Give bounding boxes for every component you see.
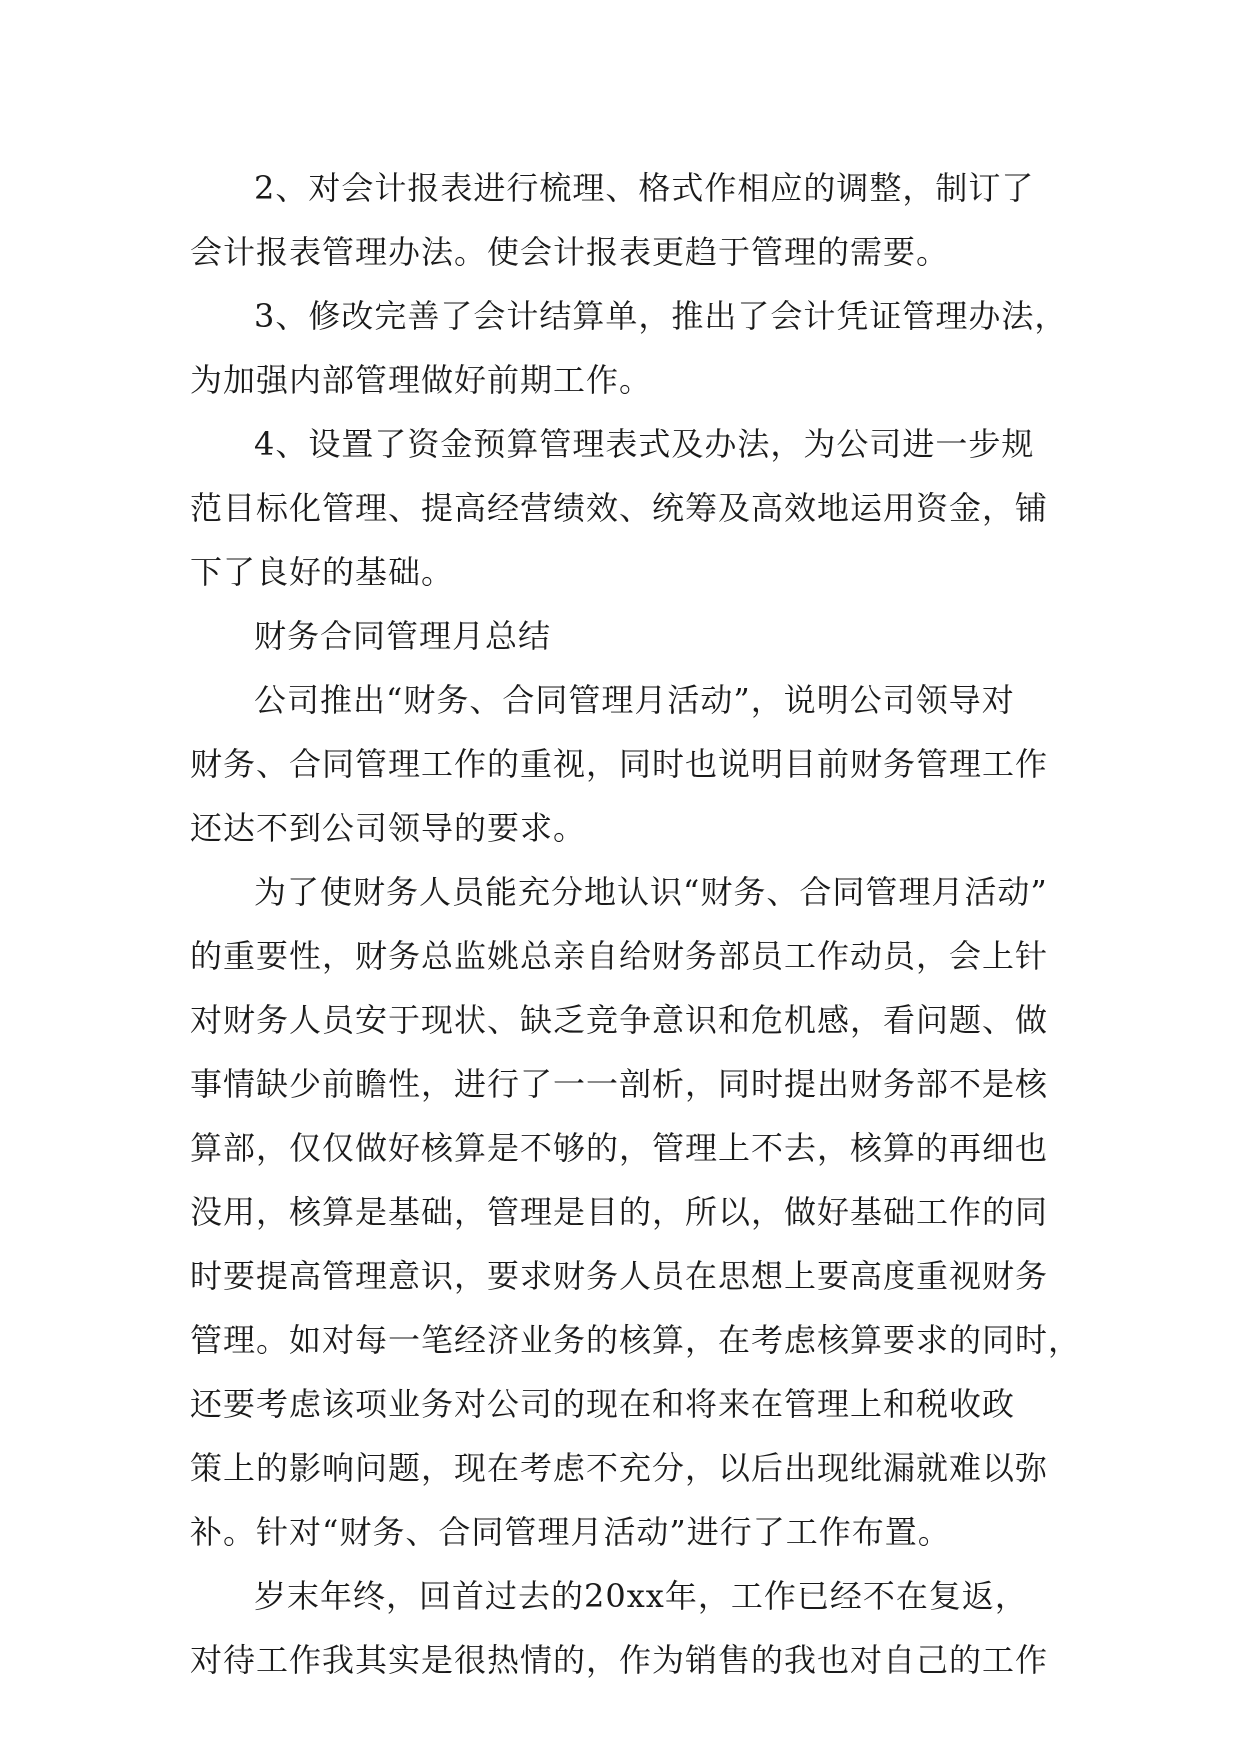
text-line: 岁末年终，回首过去的20xx年，工作已经不在复返， (254, 1577, 1028, 1615)
text-line: 财务、合同管理工作的重视，同时也说明目前财务管理工作 (190, 745, 1049, 783)
text-line: 为加强内部管理做好前期工作。 (190, 361, 653, 399)
text-line: 补。针对“财务、合同管理月活动”进行了工作布置。 (190, 1513, 951, 1551)
text-line: 时要提高管理意识，要求财务人员在思想上要高度重视财务 (190, 1257, 1049, 1295)
text-line: 3、修改完善了会计结算单，推出了会计凭证管理办法， (254, 297, 1068, 335)
text-line: 事情缺少前瞻性，进行了一一剖析，同时提出财务部不是核 (190, 1065, 1049, 1103)
text-line: 还达不到公司领导的要求。 (190, 809, 587, 847)
text-line: 范目标化管理、提高经营绩效、统筹及高效地运用资金，铺 (190, 489, 1049, 527)
document-body (190, 156, 1082, 1692)
text-line: 为了使财务人员能充分地认识“财务、合同管理月活动” (254, 873, 1048, 911)
text-line: 2、对会计报表进行梳理、格式作相应的调整，制订了 (254, 169, 1035, 207)
text-line: 对财务人员安于现状、缺乏竞争意识和危机感，看问题、做 (190, 1001, 1049, 1039)
text-line: 没用，核算是基础，管理是目的，所以，做好基础工作的同 (190, 1193, 1049, 1231)
section-heading: 财务合同管理月总结 (254, 617, 552, 655)
text-line: 下了良好的基础。 (190, 553, 455, 591)
text-line: 算部，仅仅做好核算是不够的，管理上不去，核算的再细也 (190, 1129, 1049, 1167)
text-line: 管理。如对每一笔经济业务的核算，在考虑核算要求的同时， (190, 1321, 1082, 1359)
text-line: 会计报表管理办法。使会计报表更趋于管理的需要。 (190, 233, 950, 271)
text-line: 的重要性，财务总监姚总亲自给财务部员工作动员，会上针 (190, 937, 1049, 975)
text-line: 还要考虑该项业务对公司的现在和将来在管理上和税收政 (190, 1385, 1016, 1423)
text-line: 策上的影响问题，现在考虑不充分，以后出现纰漏就难以弥 (190, 1449, 1049, 1487)
text-line: 对待工作我其实是很热情的，作为销售的我也对自己的工作 (190, 1641, 1049, 1679)
text-line: 4、设置了资金预算管理表式及办法，为公司进一步规 (254, 425, 1035, 463)
text-line: 公司推出“财务、合同管理月活动”，说明公司领导对 (254, 681, 1015, 719)
